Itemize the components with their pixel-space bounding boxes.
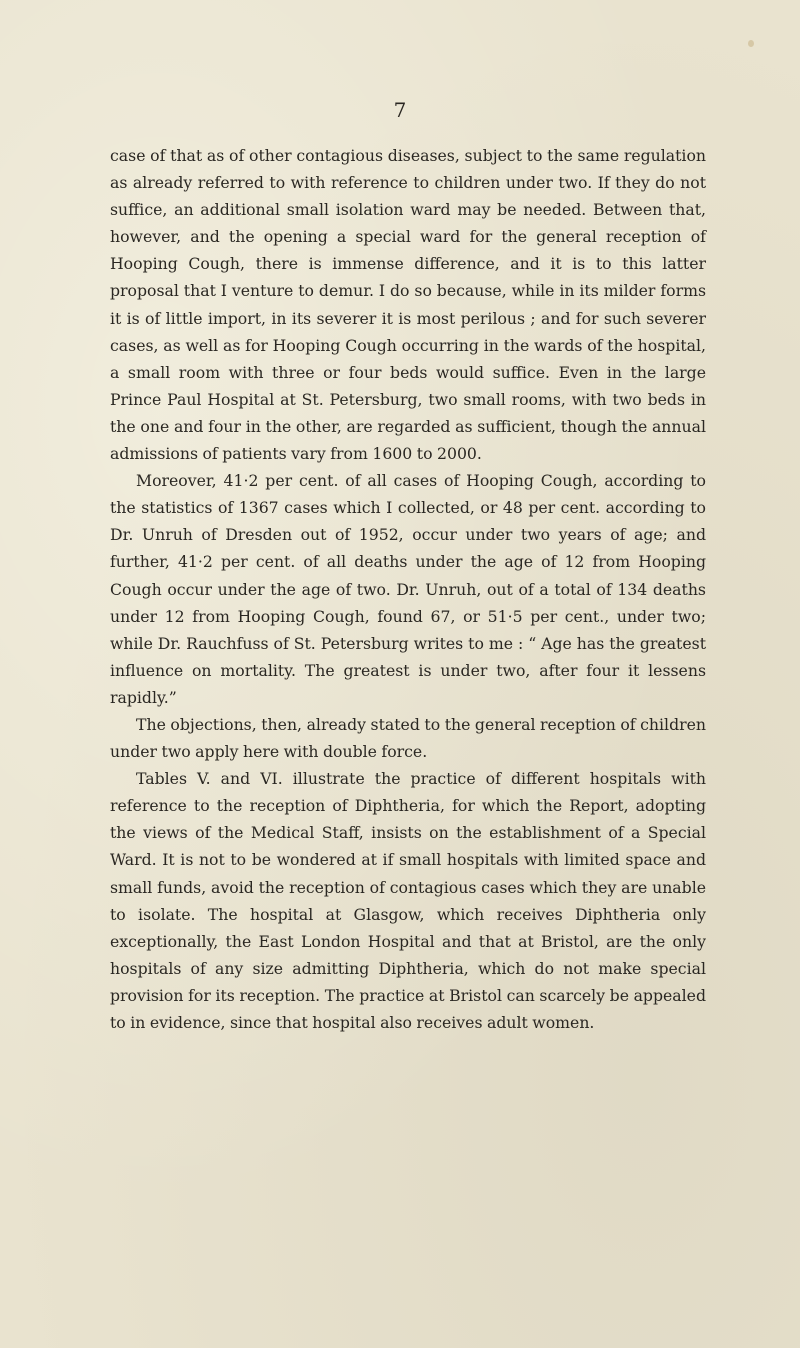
paragraph-4: Tables V. and VI. illustrate the practice of different hospitals with reference to the reception of Diphtheria, for which the Report, adopting the views of the Medical Staff, insists on the establishment of a Special Ward. It is not to be wondered at if small hospitals with limited space and small funds, avoid the reception of contagious cases which they are unable to isolate. The hospital at Glasgow, which receives Diphtheria only exceptionally, the East London Hospital and that at Bristol, are the only hospitals of any size admitting Diphtheria, which do not make special provision for its reception. The practice at Bristol can scarcely be appealed to in evidence, since that hospital also receives adult women.	[110, 769, 706, 1032]
paragraph-2: Moreover, 41·2 per cent. of all cases of Hooping Cough, according to the statistics of 1367 cases which I collected, or 48 per cent. according to Dr. Unruh of Dresden out of 1952, occur under two years of age; and further, 41·2 per cent. of all deaths under the age of 12 from Hooping Cough occur under the age of two. Dr. Unruh, out of a total of 134 deaths under 12 from Hooping Cough, found 67, or 51·5 per cent., under two; while Dr. Rauchfuss of St. Petersburg writes to me : “ Age has the greatest influence on mortality. The greatest is under two, after four it lessens rapidly.”	[110, 471, 706, 707]
paragraph-1: case of that as of other contagious diseases, subject to the same regulation as already referred to with reference to children under two. If they do not suffice, an additional small isolation ward may be needed. Between that, however, and the opening a special ward for the general reception of Hooping Cough, there is immense difference, and it is to this latter proposal that I venture to demur. I do so because, while in its milder forms it is of little import, in its severer it is most perilous ; and for such severer cases, as well as for Hooping Cough occurring in the wards of the hospital, a small room with three or four beds would suffice. Even in the large Prince Paul Hospital at St. Petersburg, two small rooms, with two beds in the one and four in the other, are regarded as sufficient, though the annual admissions of patients vary from 1600 to 2000.	[110, 146, 706, 464]
paper-speck	[748, 40, 754, 47]
page-number: 7	[393, 98, 407, 122]
body-text	[110, 142, 706, 1036]
paragraph-3: The objections, then, already stated to the general reception of children under two apply here with double force.	[110, 714, 706, 762]
